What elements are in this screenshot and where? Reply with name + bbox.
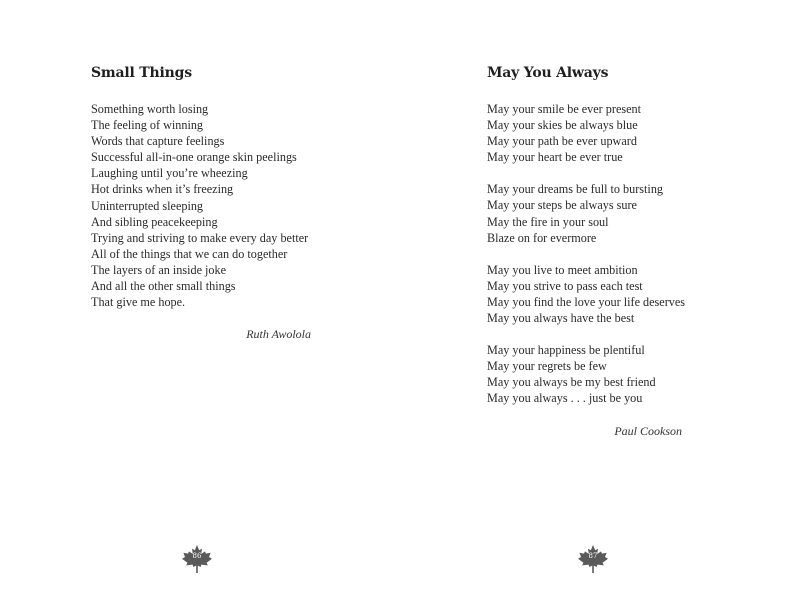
poem-may-you-always (487, 62, 697, 439)
stanza (487, 101, 697, 165)
page-number-badge (577, 544, 609, 574)
poem-line: Successful all-in-one orange skin peelings (91, 150, 297, 165)
poem-line: May you always be my best friend (487, 375, 656, 390)
poem-line: May your skies be always blue (487, 118, 638, 133)
poem-line: May your happiness be plentiful (487, 343, 645, 358)
poem-title: May You Always (487, 65, 609, 81)
poem-line: May you always have the best (487, 311, 635, 326)
poem-line: May your regrets be few (487, 359, 607, 374)
poem-line: May you find the love your life deserves (487, 294, 685, 309)
poem-line: Laughing until you’re wheezing (91, 166, 248, 181)
page-number-badge (181, 544, 213, 574)
poem-line: Uninterrupted sleeping (91, 198, 204, 213)
poem-line: The feeling of winning (91, 118, 204, 133)
right-page (396, 0, 792, 600)
poem-title: Small Things (91, 65, 192, 81)
stanza (91, 101, 321, 310)
poem-line: And all the other small things (91, 279, 236, 294)
poem-line: May your steps be always sure (487, 198, 637, 213)
poem-line: May you strive to pass each test (487, 278, 643, 293)
poem-line: May your path be ever upward (487, 134, 637, 149)
poem-line: Trying and striving to make every day better (91, 230, 309, 245)
poem-line: Words that capture feelings (91, 134, 225, 149)
poem-line: May your dreams be full to bursting (487, 182, 664, 197)
poem-line: The layers of an inside joke (91, 262, 227, 277)
poem-line: That give me hope. (91, 295, 186, 310)
poem-line: May you live to meet ambition (487, 262, 638, 277)
stanza (487, 181, 697, 245)
poem-line: Hot drinks when it’s freezing (91, 182, 234, 197)
poem-small-things (91, 62, 321, 342)
poem-line: All of the things that we can do together (91, 246, 288, 261)
poem-line: May the fire in your soul (487, 214, 609, 229)
poem-line: Something worth losing (91, 102, 209, 116)
stanza (487, 262, 697, 326)
poem-line: May your heart be ever true (487, 150, 623, 165)
poem-author: Ruth Awolola (246, 327, 311, 342)
page-number: 87 (588, 552, 598, 560)
poem-line: Blaze on for evermore (487, 230, 597, 245)
poem-line: And sibling peacekeeping (91, 214, 218, 229)
page-number: 86 (192, 552, 202, 560)
poem-line: May you always . . . just be you (487, 391, 643, 406)
stanza (487, 342, 697, 406)
poem-line: May your smile be ever present (487, 102, 641, 116)
poem-author: Paul Cookson (614, 423, 682, 438)
